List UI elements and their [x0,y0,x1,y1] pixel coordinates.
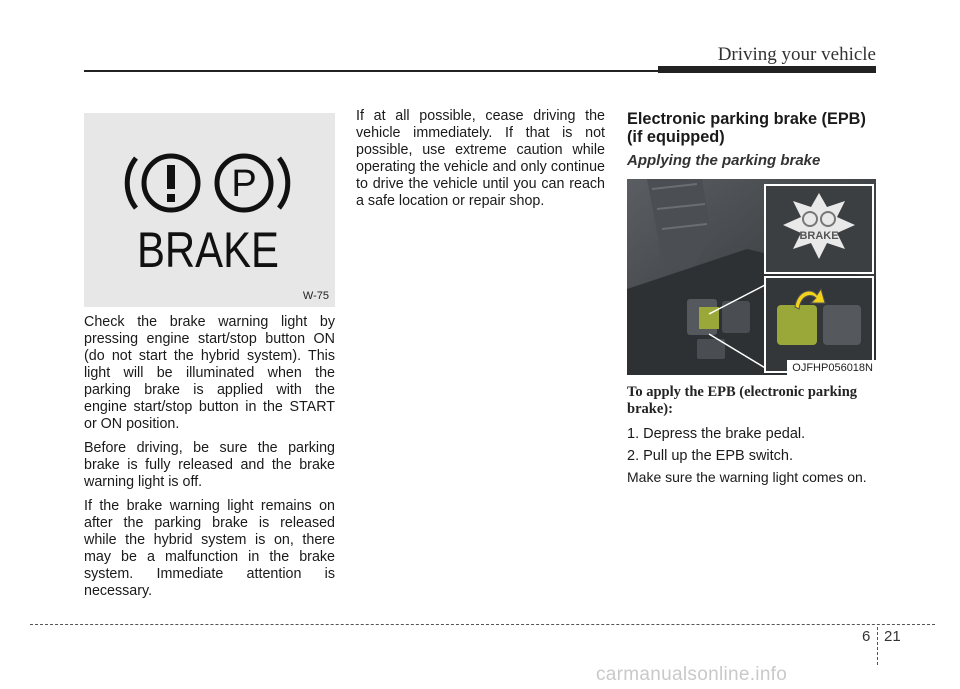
column1-text [84,314,335,607]
paragraph: Check the brake warning light by pressing engine start/stop button ON (do not start the hybrid system). This light will be illuminated when the parking brake is applied with the engine start/stop button in the START or ON position. [84,314,335,432]
brake-warning-figure [84,113,335,307]
header-title: Driving your vehicle [717,44,876,65]
epb-figure [627,179,876,375]
column3-text [627,384,878,486]
figure-label-w75: W-75 [302,290,329,302]
paragraph: If at all possible, cease driving the vehicle immediately. If that is not possible, use extreme caution while operating the vehicle and only continue to drive the vehicle until you can reach a safe location or repair shop. [356,108,605,209]
header-rule-accent [658,66,876,73]
footer-rule [30,624,935,625]
paragraph: Before driving, be sure the parking brake is fully released and the brake warning light is off. [84,440,335,490]
epb-console-illustration [627,179,876,375]
brake-indicator-text: BRAKE [137,222,279,278]
watermark: carmanualsonline.info [596,664,788,685]
parking-p-glyph: P [231,163,257,205]
page-number: 21 [884,628,901,645]
column2-text [356,108,605,217]
step-item: 1. Depress the brake pedal. [627,426,806,442]
chapter-number: 6 [862,628,871,645]
brake-warning-light-icon [84,113,335,307]
section-title: Electronic parking brake (EPB) (if equipped) [627,110,866,146]
paragraph: If the brake warning light remains on after the parking brake is released while the hybrid system is on, there may be a malfunction in the brake system. Immediate attention is necessary. [84,498,335,599]
instruction-heading: To apply the EPB (electronic parking brake): [627,384,858,417]
subsection-title: Applying the parking brake [627,152,821,169]
step-item: 2. Pull up the EPB switch. [627,448,794,464]
figure-label-epb: OJFHP056018N [787,360,876,375]
page-divider [877,627,878,665]
epb-inset-brake-text: BRAKE [799,230,839,242]
note: Make sure the warning light comes on. [627,469,867,485]
